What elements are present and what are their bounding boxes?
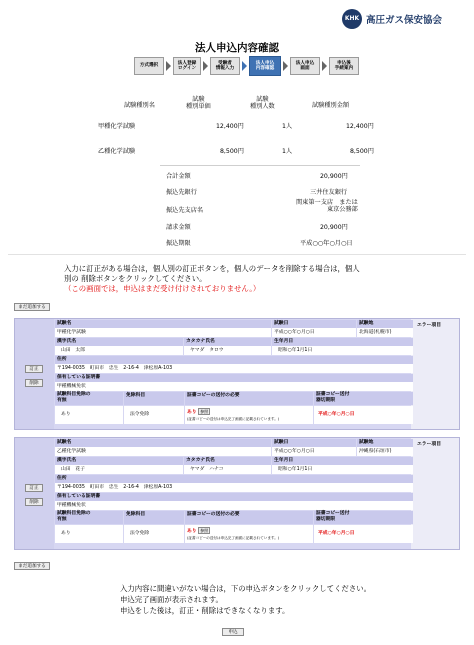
- cert-copy-cell: [185, 406, 313, 424]
- label-cert-deadline: 証書コピー送付 器切期限: [314, 511, 413, 524]
- label-kanji-name: 漢字氏名: [55, 457, 183, 465]
- organization-logo-text: 高圧ガス保安協会: [366, 15, 443, 26]
- label-birth-date: 生年月日: [272, 457, 413, 465]
- step-corp-application: 法人申込 画面: [290, 57, 320, 75]
- summary-value-billing: 20,900円: [320, 224, 348, 231]
- edit-button[interactable]: 訂正: [25, 484, 43, 492]
- value-exam-date: 平成○○年○月○日: [272, 328, 356, 337]
- divider: [8, 254, 466, 255]
- col-header-count: 試験 種別人数: [250, 96, 275, 110]
- label-license: 保有している証明書: [55, 374, 413, 382]
- delete-button[interactable]: 削除: [25, 379, 43, 387]
- label-license: 保有している証明書: [55, 493, 413, 501]
- label-exam-place: 試験地: [357, 320, 413, 328]
- value-kanji-name: 山田 太郎: [55, 346, 183, 355]
- label-exam-date: 試験日: [272, 439, 356, 447]
- label-kanji-name: 漢字氏名: [55, 338, 183, 346]
- label-kana-name: カタカナ氏名: [184, 457, 271, 465]
- edit-button[interactable]: 訂正: [25, 365, 43, 373]
- value-exam-date: 平成○○年○月○日: [272, 447, 356, 456]
- summary-label-branch: 振込先支店名: [166, 207, 204, 214]
- value-exam-place: 北海道(札幌市): [357, 328, 413, 337]
- examinee-record: [14, 437, 460, 550]
- value-license: 甲種機械免状: [55, 382, 413, 391]
- value-license: 甲種機械免状: [55, 501, 413, 510]
- notice-edit-instructions-2: 別の 削除ボタンをクリックしてください。: [64, 274, 207, 283]
- label-exam-place: 試験地: [357, 439, 413, 447]
- label-cert-copy: 証書コピーの送付の必要: [185, 511, 313, 524]
- step-corp-login: 法人登録 ログイン: [173, 57, 201, 75]
- cert-copy-note: (証書コピーの送付は申込完了画面に記載されています。): [187, 536, 280, 540]
- value-cert-copy: あり: [187, 529, 197, 534]
- label-error-items: エラー項目: [417, 323, 441, 328]
- step-confirm-current: 法人申込 内容確認: [249, 56, 281, 76]
- label-exempt-subject: 免除科目: [124, 511, 184, 524]
- cert-copy-note: (証書コピーの送付は申込完了画面に記載されています。): [187, 417, 280, 421]
- value-exam-name: 甲種化学試験: [55, 328, 271, 337]
- label-birth-date: 生年月日: [272, 338, 413, 346]
- summary-label-deadline: 振込期限: [166, 240, 191, 247]
- value-cert-copy: あり: [187, 410, 197, 415]
- value-exemption: あり: [55, 525, 123, 543]
- step-method: 方式選択: [134, 57, 164, 75]
- ref-button[interactable]: 参照: [200, 528, 209, 533]
- step-arrow-icon: [283, 61, 288, 71]
- notice-completion-screen: 申込完了画面が表示されます。: [120, 595, 223, 604]
- exam-row-name: 乙種化学試験: [98, 148, 136, 155]
- notice-no-edit-after: 申込をした後は，訂正・削除はできなくなります。: [120, 606, 290, 615]
- cert-copy-cell: [185, 525, 313, 543]
- divider: [160, 165, 360, 166]
- label-exam-name: 試験名: [55, 439, 271, 447]
- exam-row-count: 1人: [282, 148, 293, 155]
- examinee-record: [14, 318, 460, 430]
- label-cert-copy: 証書コピーの送付の必要: [185, 392, 313, 405]
- step-arrow-icon: [203, 61, 208, 71]
- notice-submit-instructions: 入力内容に間違いがない場合は，下の申込ボタンをクリックしてください。: [120, 584, 371, 593]
- step-after-guide: 申込後 手続案内: [329, 57, 359, 75]
- exam-row-amount: 8,500円: [350, 148, 374, 155]
- summary-label-billing: 請求金額: [166, 224, 191, 231]
- col-header-unit-price: 試験 種別単価: [186, 96, 211, 110]
- label-kana-name: カタカナ氏名: [184, 338, 271, 346]
- notice-not-accepted: （この画面では，申込はまだ受け付けされておりません。）: [64, 284, 261, 293]
- step-examinee-input: 受験者 情報入力: [210, 57, 240, 75]
- value-exempt-subject: 法令免除: [124, 406, 184, 424]
- submit-button[interactable]: 申込: [222, 628, 244, 636]
- page-title: 法人申込内容確認: [195, 42, 279, 54]
- summary-label-bank: 振込先銀行: [166, 189, 197, 196]
- exam-row-name: 甲種化学試験: [98, 123, 136, 130]
- value-kanji-name: 山田 花子: [55, 465, 183, 474]
- summary-value-branch: 関東第一支店 または 東京公務部: [296, 199, 358, 213]
- label-exempt-subject: 免除科目: [124, 392, 184, 405]
- label-cert-deadline: 証書コピー送付 器切期限: [314, 392, 413, 405]
- summary-value-total: 20,900円: [320, 173, 348, 180]
- value-cert-deadline: 平成○年○月○日: [314, 525, 413, 543]
- ref-button[interactable]: 参照: [200, 409, 209, 414]
- summary-label-total: 合計金額: [166, 173, 191, 180]
- notice-edit-instructions: 入力に訂正がある場合は，個人別の訂正ボタンを，個人のデータを削除する場合は，個人: [64, 264, 360, 273]
- delete-button[interactable]: 削除: [25, 498, 43, 506]
- value-address: 〒194-0035 町田市 忠生 2-16-4 津松原A-103: [55, 364, 413, 373]
- exam-row-count: 1人: [282, 123, 293, 130]
- label-exemption: 試験科目免除の 有無: [55, 511, 123, 524]
- value-exemption: あり: [55, 406, 123, 424]
- step-progress: [134, 56, 359, 76]
- label-address: 住所: [55, 475, 413, 483]
- exam-row-unit-price: 8,500円: [220, 148, 244, 155]
- value-kana-name: ヤマダ ハナコ: [184, 465, 271, 474]
- step-arrow-icon: [166, 61, 171, 71]
- value-birth-date: 昭和○年1月1日: [272, 346, 413, 355]
- label-exemption: 試験科目免除の 有無: [55, 392, 123, 405]
- label-address: 住所: [55, 356, 413, 364]
- exam-row-amount: 12,400円: [346, 123, 374, 130]
- value-exam-place: 沖縄県(石垣市): [357, 447, 413, 456]
- step-arrow-icon: [322, 61, 327, 71]
- value-cert-deadline: 平成○年○月○日: [314, 406, 413, 424]
- logo-icon: KHK: [342, 9, 362, 29]
- add-more-button[interactable]: まだ追加する: [14, 303, 50, 311]
- exam-row-unit-price: 12,400円: [216, 123, 244, 130]
- label-exam-date: 試験日: [272, 320, 356, 328]
- value-kana-name: ヤマダ タロウ: [184, 346, 271, 355]
- add-more-button[interactable]: まだ追加する: [14, 562, 50, 570]
- value-exempt-subject: 法令免除: [124, 525, 184, 543]
- value-address: 〒194-0035 町田市 忠生 2-16-4 津松原A-103: [55, 483, 413, 492]
- step-arrow-icon: [242, 61, 247, 71]
- col-header-amount: 試験種別金額: [312, 102, 350, 109]
- value-birth-date: 昭和○年1月1日: [272, 465, 413, 474]
- value-exam-name: 乙種化学試験: [55, 447, 271, 456]
- label-error-items: エラー項目: [417, 442, 441, 447]
- col-header-exam-type: 試験種別名: [124, 102, 155, 109]
- label-exam-name: 試験名: [55, 320, 271, 328]
- summary-value-deadline: 平成○○年○月○日: [300, 240, 353, 247]
- summary-value-bank: 三井住友銀行: [310, 189, 348, 196]
